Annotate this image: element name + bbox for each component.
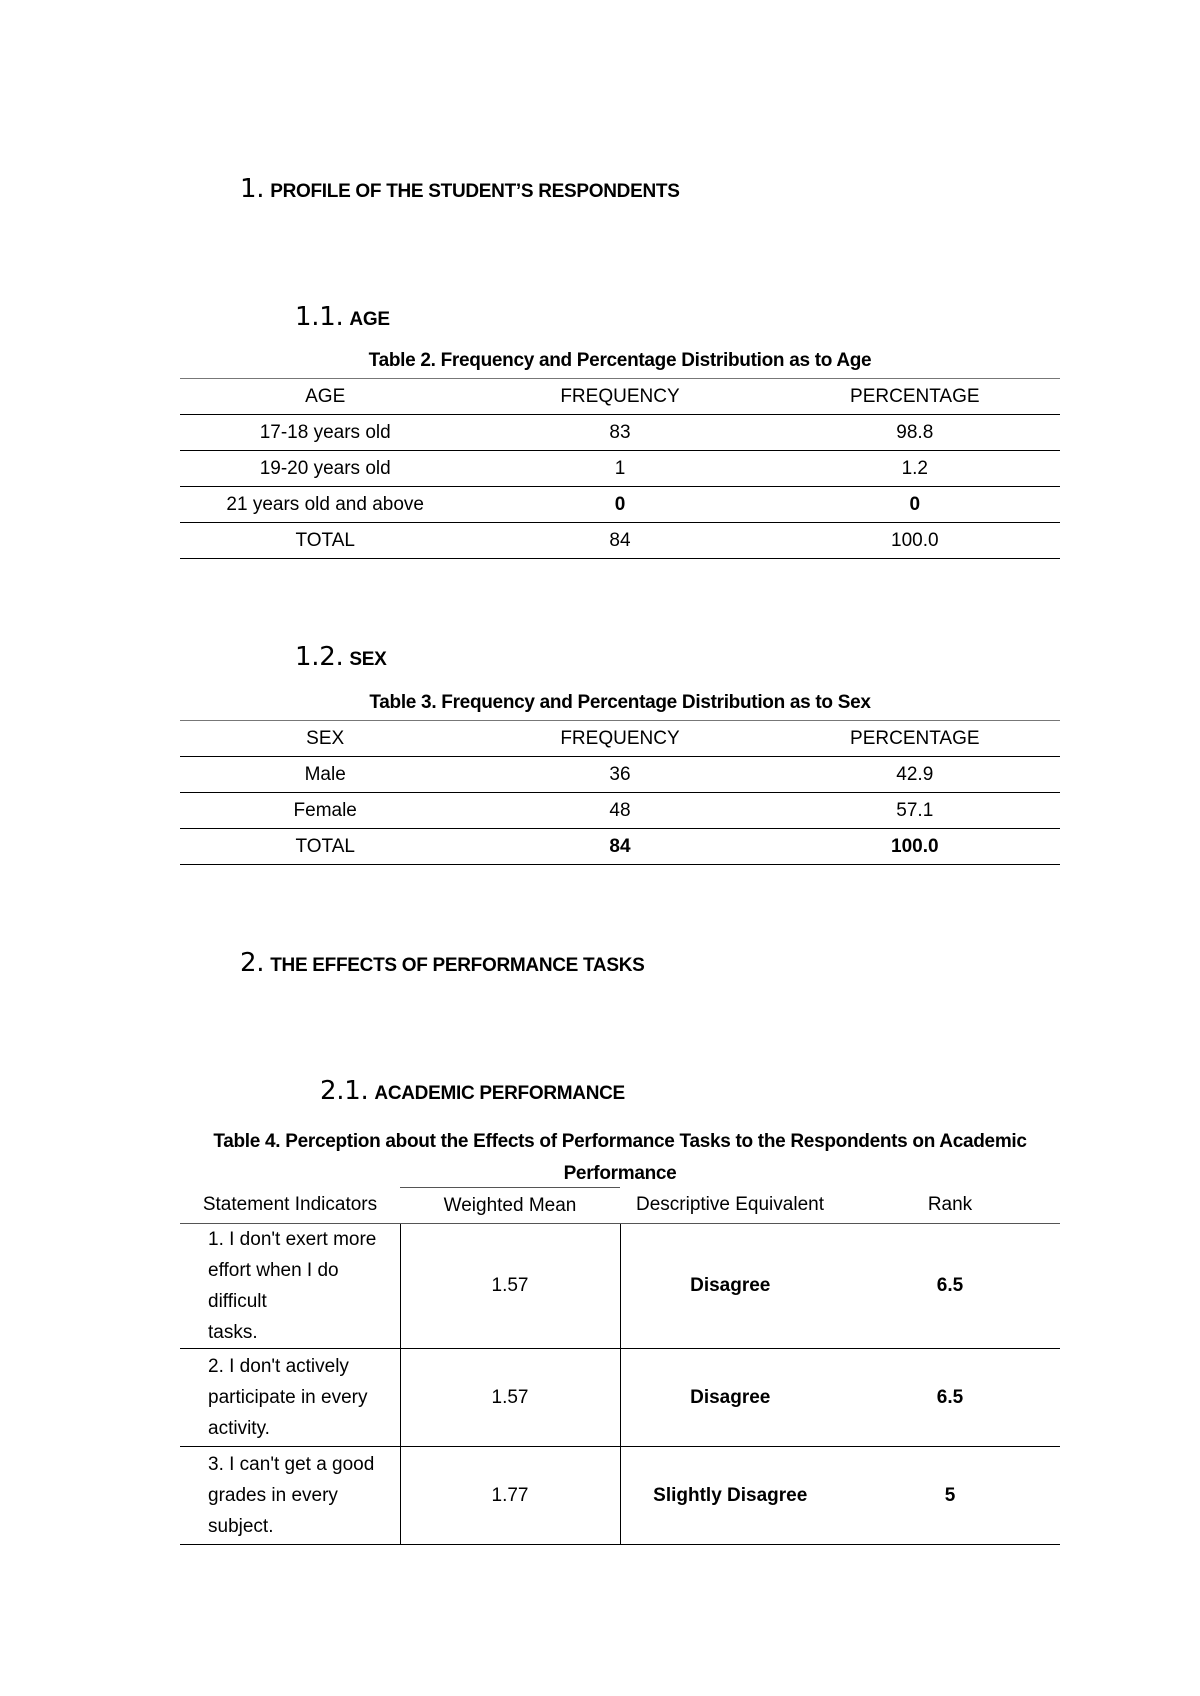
column-header: Statement Indicators xyxy=(180,1188,400,1224)
table-cell: 84 xyxy=(470,829,769,865)
statement-line: grades in every xyxy=(208,1485,338,1506)
column-header: PERCENTAGE xyxy=(770,721,1060,757)
table-header-row xyxy=(180,721,1060,757)
table-cell: 100.0 xyxy=(770,523,1060,559)
table-cell: 19-20 years old xyxy=(180,451,470,487)
column-header: AGE xyxy=(180,379,470,415)
table-cell: Female xyxy=(180,793,470,829)
table-cell: 42.9 xyxy=(770,757,1060,793)
descriptive-equivalent-cell: Disagree xyxy=(620,1349,840,1447)
table-cell: 1 xyxy=(470,451,769,487)
column-header: PERCENTAGE xyxy=(770,379,1060,415)
section-number: 1.1. xyxy=(295,302,344,332)
table-cell: 48 xyxy=(470,793,769,829)
rank-cell: 6.5 xyxy=(840,1349,1060,1447)
section-title: AGE xyxy=(349,309,390,330)
section-1-2-heading xyxy=(295,642,387,672)
table-row xyxy=(180,415,1060,451)
section-2-heading xyxy=(240,948,645,978)
column-header: FREQUENCY xyxy=(470,721,769,757)
column-header: Weighted Mean xyxy=(400,1188,620,1224)
column-header: Descriptive Equivalent xyxy=(620,1188,840,1224)
table-cell: 57.1 xyxy=(770,793,1060,829)
table-cell: TOTAL xyxy=(180,523,470,559)
table-row xyxy=(180,793,1060,829)
section-number: 2.1. xyxy=(320,1076,369,1106)
caption-line: Performance xyxy=(563,1163,677,1184)
statement-line: tasks. xyxy=(208,1322,258,1343)
statement-line: 1. I don't exert more xyxy=(208,1229,377,1250)
table-row xyxy=(180,487,1060,523)
statement-line: activity. xyxy=(208,1418,270,1439)
statement-line: participate in every xyxy=(208,1387,368,1408)
table-row xyxy=(180,1224,1060,1349)
descriptive-equivalent-cell: Disagree xyxy=(620,1224,840,1349)
section-number: 2. xyxy=(240,948,265,978)
descriptive-equivalent-cell: Slightly Disagree xyxy=(620,1447,840,1545)
table-row-total xyxy=(180,829,1060,865)
statement-line: 3. I can't get a good xyxy=(208,1454,375,1475)
section-number: 1. xyxy=(240,174,265,204)
column-header: Rank xyxy=(840,1188,1060,1224)
table-cell: 0 xyxy=(770,487,1060,523)
table-cell: 36 xyxy=(470,757,769,793)
weighted-mean-cell: 1.57 xyxy=(400,1224,620,1349)
table-row xyxy=(180,1447,1060,1545)
caption-line: Table 4. Perception about the Effects of Performance Tasks to the Respondents on Academic xyxy=(213,1131,1027,1152)
table-cell: TOTAL xyxy=(180,829,470,865)
table-row xyxy=(180,757,1060,793)
statement-cell xyxy=(180,1447,400,1545)
table-row xyxy=(180,451,1060,487)
table-3-caption: Table 3. Frequency and Percentage Distribution as to Sex xyxy=(369,692,871,713)
academic-performance-table xyxy=(180,1187,1060,1545)
statement-line: subject. xyxy=(208,1516,274,1537)
table-cell: 17-18 years old xyxy=(180,415,470,451)
sex-distribution-table xyxy=(180,720,1060,865)
table-2-caption: Table 2. Frequency and Percentage Distribution as to Age xyxy=(368,350,872,371)
section-1-1-heading xyxy=(295,302,390,332)
statement-cell xyxy=(180,1349,400,1447)
section-title: SEX xyxy=(349,649,387,670)
table-row-total xyxy=(180,523,1060,559)
table-header-row xyxy=(180,1188,1060,1224)
weighted-mean-cell: 1.77 xyxy=(400,1447,620,1545)
statement-line: effort when I do difficult xyxy=(208,1260,339,1312)
section-title: THE EFFECTS OF PERFORMANCE TASKS xyxy=(270,955,645,976)
table-cell: 84 xyxy=(470,523,769,559)
column-header: SEX xyxy=(180,721,470,757)
table-cell: 98.8 xyxy=(770,415,1060,451)
table-row xyxy=(180,1349,1060,1447)
section-2-1-heading xyxy=(320,1076,625,1106)
table-cell: 100.0 xyxy=(770,829,1060,865)
statement-line: 2. I don't actively xyxy=(208,1356,349,1377)
section-number: 1.2. xyxy=(295,642,344,672)
weighted-mean-cell: 1.57 xyxy=(400,1349,620,1447)
rank-cell: 5 xyxy=(840,1447,1060,1545)
table-cell: 21 years old and above xyxy=(180,487,470,523)
table-header-row xyxy=(180,379,1060,415)
table-4-caption xyxy=(180,1126,1060,1190)
column-header: FREQUENCY xyxy=(470,379,769,415)
section-1-heading xyxy=(240,174,680,204)
table-cell: Male xyxy=(180,757,470,793)
table-cell: 1.2 xyxy=(770,451,1060,487)
section-title: ACADEMIC PERFORMANCE xyxy=(374,1083,625,1104)
statement-cell xyxy=(180,1224,400,1349)
table-cell: 83 xyxy=(470,415,769,451)
section-title: PROFILE OF THE STUDENT’S RESPONDENTS xyxy=(270,181,680,202)
age-distribution-table xyxy=(180,378,1060,559)
table-cell: 0 xyxy=(470,487,769,523)
rank-cell: 6.5 xyxy=(840,1224,1060,1349)
